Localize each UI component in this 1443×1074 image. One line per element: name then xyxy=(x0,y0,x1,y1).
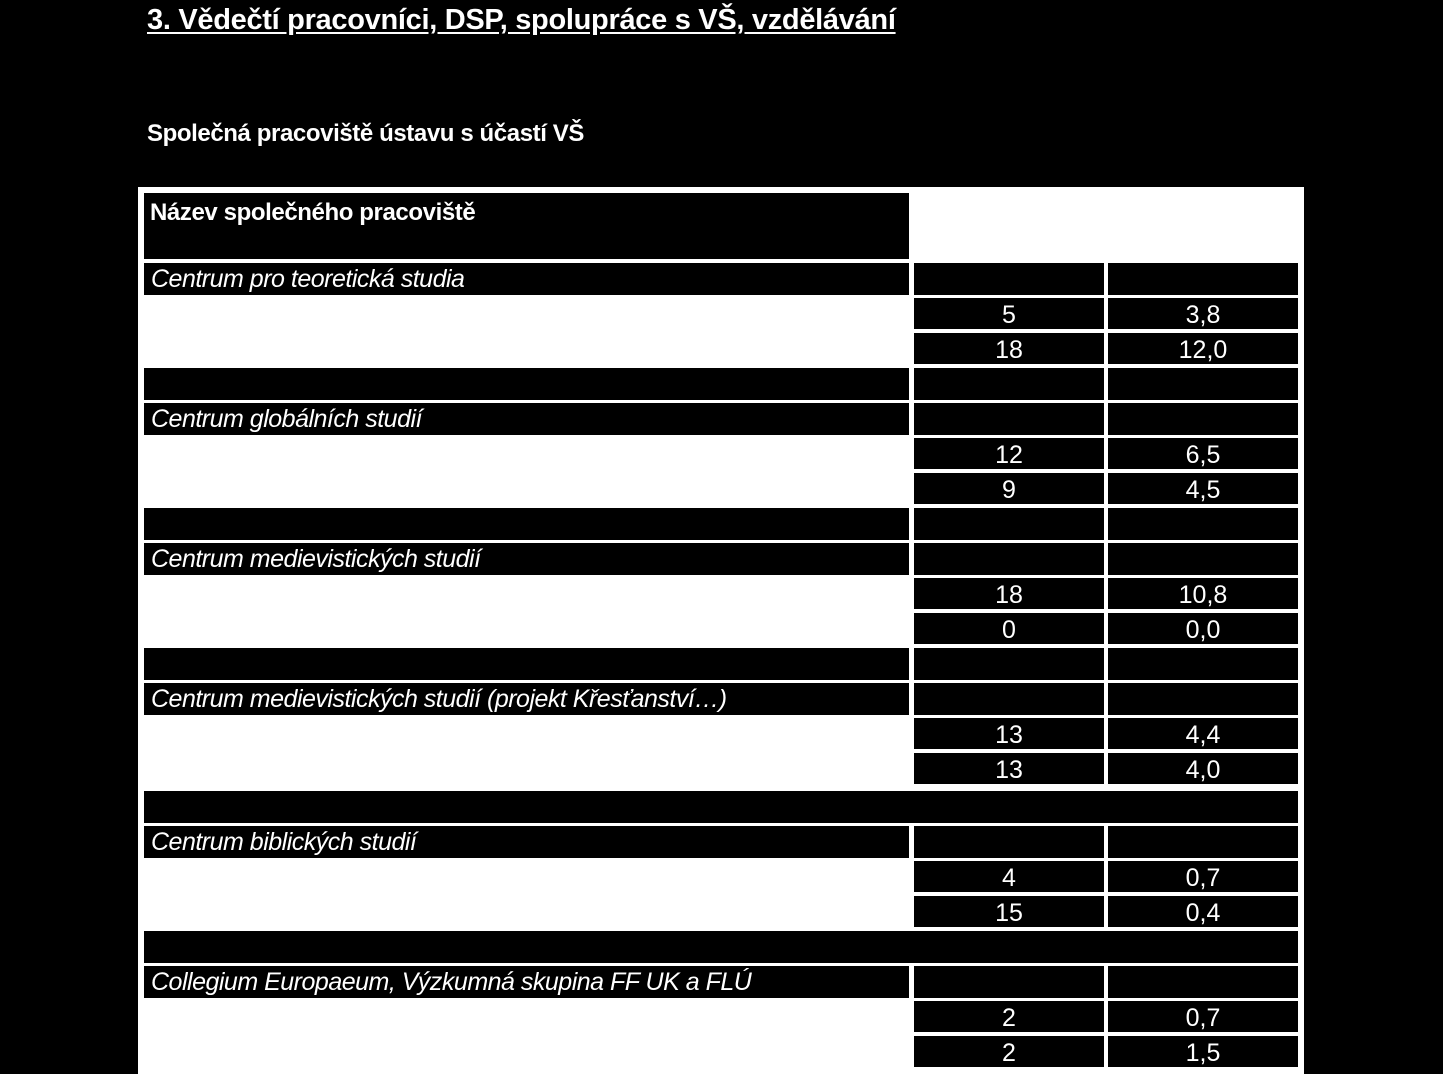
empty-cell xyxy=(914,403,1104,435)
value-fte: 4,5 xyxy=(1108,473,1298,504)
joint-workplaces-table xyxy=(138,187,1304,1074)
workplace-name: Centrum pro teoretická studia xyxy=(144,263,909,295)
value-fte: 4,0 xyxy=(1108,753,1298,784)
value-count: 9 xyxy=(914,473,1104,504)
value-count: 15 xyxy=(914,896,1104,927)
spacer-cell xyxy=(144,368,909,400)
spacer-cell xyxy=(914,508,1104,540)
value-count: 13 xyxy=(914,753,1104,784)
spacer-cell xyxy=(1108,648,1298,680)
empty-cell xyxy=(1108,826,1298,858)
spacer-cell xyxy=(1108,508,1298,540)
value-fte: 0,7 xyxy=(1108,861,1298,892)
value-fte: 4,4 xyxy=(1108,718,1298,749)
value-count: 2 xyxy=(914,1001,1104,1032)
value-count: 13 xyxy=(914,718,1104,749)
spacer-row xyxy=(144,791,1298,823)
spacer-cell xyxy=(914,648,1104,680)
value-count: 18 xyxy=(914,578,1104,609)
empty-cell xyxy=(914,966,1104,998)
workplace-name: Centrum biblických studií xyxy=(144,826,909,858)
spacer-cell xyxy=(144,648,909,680)
empty-cell xyxy=(1108,966,1298,998)
empty-cell xyxy=(1108,543,1298,575)
empty-cell xyxy=(914,263,1104,295)
value-fte: 0,4 xyxy=(1108,896,1298,927)
spacer-cell xyxy=(1108,368,1298,400)
value-count: 0 xyxy=(914,613,1104,644)
value-count: 18 xyxy=(914,333,1104,364)
value-fte: 1,5 xyxy=(1108,1036,1298,1067)
value-fte: 6,5 xyxy=(1108,438,1298,469)
workplace-name: Centrum globálních studií xyxy=(144,403,909,435)
section-subheading: Společná pracoviště ústavu s účastí VŠ xyxy=(147,120,584,147)
empty-cell xyxy=(914,683,1104,715)
value-fte: 0,7 xyxy=(1108,1001,1298,1032)
empty-cell xyxy=(914,826,1104,858)
value-fte: 12,0 xyxy=(1108,333,1298,364)
workplace-name: Centrum medievistických studií xyxy=(144,543,909,575)
value-count: 4 xyxy=(914,861,1104,892)
value-count: 2 xyxy=(914,1036,1104,1067)
empty-cell xyxy=(914,543,1104,575)
spacer-cell xyxy=(144,508,909,540)
workplace-name: Collegium Europaeum, Výzkumná skupina FF UK a FLÚ xyxy=(144,966,909,998)
table-header-name: Název společného pracoviště xyxy=(144,193,909,259)
page-heading: 3. Vědečtí pracovníci, DSP, spolupráce s VŠ, vzdělávání xyxy=(147,4,896,36)
empty-cell xyxy=(1108,683,1298,715)
value-count: 12 xyxy=(914,438,1104,469)
value-count: 5 xyxy=(914,298,1104,329)
spacer-cell xyxy=(914,368,1104,400)
value-fte: 0,0 xyxy=(1108,613,1298,644)
empty-cell xyxy=(1108,263,1298,295)
value-fte: 10,8 xyxy=(1108,578,1298,609)
value-fte: 3,8 xyxy=(1108,298,1298,329)
spacer-row xyxy=(144,931,1298,963)
empty-cell xyxy=(1108,403,1298,435)
workplace-name: Centrum medievistických studií (projekt Křesťanství…) xyxy=(144,683,909,715)
